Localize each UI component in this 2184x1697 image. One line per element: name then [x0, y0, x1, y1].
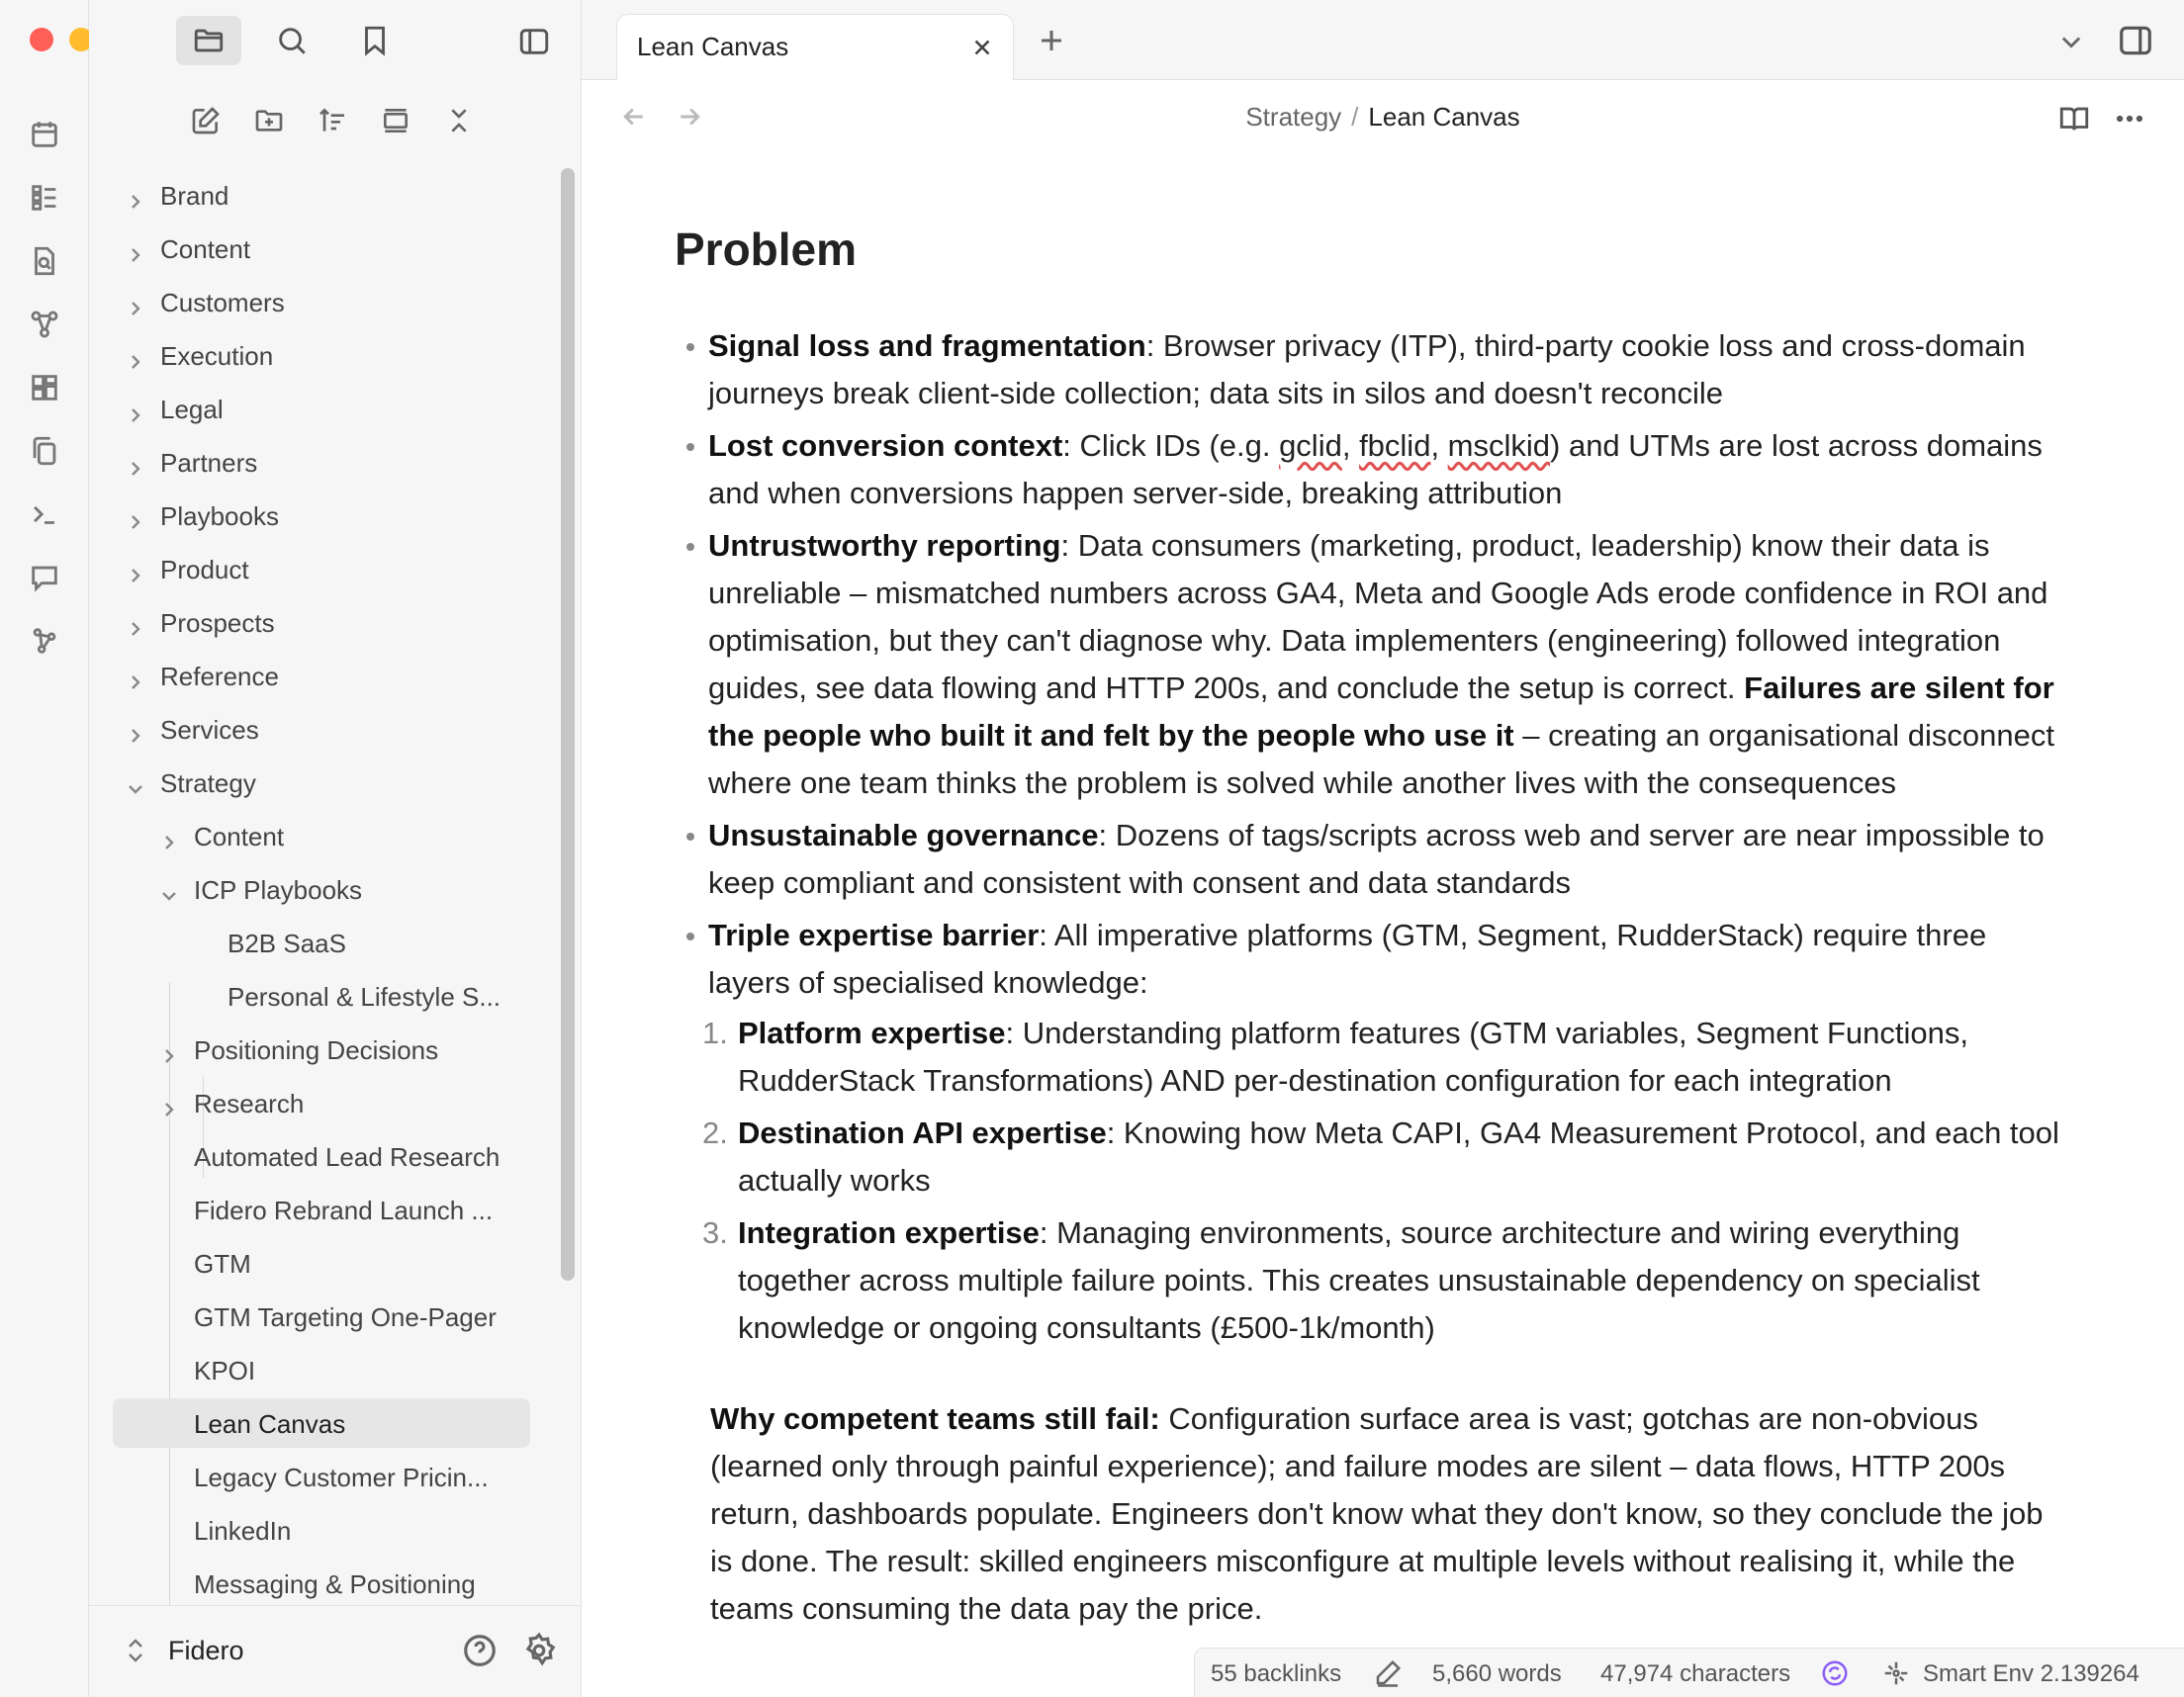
file-tree [89, 169, 574, 1611]
character-count: 47,974 characters [1600, 1660, 1791, 1687]
folder-brand[interactable]: Brand [89, 169, 574, 223]
new-note-icon [190, 105, 222, 136]
folder-legal[interactable]: Legal [89, 383, 574, 436]
new-note-button[interactable] [188, 103, 224, 138]
file-automated-lead-research[interactable]: Automated Lead Research [194, 1141, 500, 1172]
folder-content[interactable]: Content [89, 223, 574, 276]
more-horizontal-icon [2113, 102, 2146, 135]
view-header [582, 80, 2184, 157]
folder-execution[interactable]: Execution [89, 329, 574, 383]
sidebar-left-icon [517, 25, 551, 58]
file-personal-lifestyle[interactable]: Personal & Lifestyle S... [228, 981, 501, 1012]
tab-list-button[interactable] [2057, 28, 2085, 55]
tab-lean-canvas[interactable] [616, 14, 1014, 81]
heading-problem: Problem [675, 223, 858, 275]
sort-button[interactable] [315, 103, 350, 138]
chat-icon[interactable] [0, 546, 88, 609]
help-button[interactable] [461, 1632, 499, 1669]
chevron-updown-icon [125, 1636, 146, 1665]
file-legacy-customer-pricing[interactable]: Legacy Customer Pricin... [194, 1462, 489, 1492]
more-options-button[interactable] [2113, 102, 2146, 135]
toggle-right-sidebar-button[interactable] [2117, 22, 2156, 61]
chevron-down-icon [160, 887, 178, 905]
collapse-icon [443, 105, 475, 136]
chevron-right-icon [127, 300, 144, 317]
chevron-down-icon [127, 780, 144, 798]
numbered-item: 2. Destination API expertise: Knowing how Meta CAPI, GA4 Measurement Protocol, and each tool actually works [702, 1116, 2059, 1198]
collapse-all-button[interactable] [441, 103, 477, 138]
numbered-item: 1. Platform expertise: Understanding platform features (GTM variables, Segment Functions, RudderStack Transformations) AND per-destination configuration for each integration [702, 1016, 1968, 1098]
close-icon [969, 35, 995, 60]
sort-icon [317, 105, 348, 136]
list-item: Lost conversion context: Click IDs (e.g. gclid, fbclid, msclkid) and UTMs are lost across domains and when conversions happen server-side, breaking attribution [708, 422, 2059, 517]
vault-switcher [89, 1605, 581, 1697]
file-gtm-targeting[interactable]: GTM Targeting One-Pager [194, 1301, 497, 1332]
smart-env-status[interactable]: Smart Env 2.139264 [1923, 1660, 2139, 1687]
vault-menu-button[interactable] [125, 1636, 146, 1670]
bookmark-icon [358, 24, 392, 57]
folder-playbooks[interactable]: Playbooks [89, 490, 574, 543]
folder-strategy-content[interactable]: Content [89, 810, 574, 863]
files-tab-button[interactable] [176, 16, 241, 65]
folder-services[interactable]: Services [89, 703, 574, 757]
folder-icp-playbooks[interactable]: ICP Playbooks [89, 863, 574, 917]
search-file-icon[interactable] [0, 229, 88, 293]
search-icon [275, 24, 309, 57]
gear-icon [520, 1632, 558, 1669]
document [675, 158, 2059, 1633]
list-item: Untrustworthy reporting: Data consumers (marketing, product, leadership) know their data is unreliable – mismatched numbers across GA4, Meta and Google Ads erode confidence in ROI and optimisation, but they can't diagnose why. Data implementers (engineering) followed integration guides, see data flowing and HTTP 200s, and conclude the setup is correct. Failures are silent for the people who built it and felt by the people who use it – creating an organisational disconnect where one team thinks the problem is solved while another lives with the consequences [708, 522, 2059, 807]
backlinks-count[interactable]: 55 backlinks [1211, 1660, 1342, 1687]
reading-view-button[interactable] [2057, 102, 2091, 135]
chevron-right-icon [127, 567, 144, 584]
chevron-right-icon [127, 673, 144, 691]
sidebar-scrollbar[interactable] [561, 168, 575, 1281]
sync-icon[interactable] [1820, 1658, 1850, 1688]
expertise-numbered-list [702, 1010, 2059, 1352]
chevron-right-icon [127, 460, 144, 478]
chevron-right-icon [127, 727, 144, 745]
file-kpoi[interactable]: KPOI [194, 1355, 256, 1385]
explorer-actions [188, 103, 477, 138]
sidebar-view-switcher [176, 16, 408, 65]
folder-icon [192, 24, 226, 57]
smart-env-icon [1881, 1658, 1911, 1688]
breadcrumb [582, 102, 2184, 133]
new-folder-button[interactable] [251, 103, 287, 138]
editor-pane[interactable] [582, 158, 2144, 1697]
chevron-down-icon [2057, 28, 2085, 55]
folder-strategy[interactable]: Strategy [89, 757, 574, 810]
status-bar [1194, 1648, 2184, 1697]
chevron-right-icon [127, 620, 144, 638]
breadcrumb-current[interactable]: Lean Canvas [1368, 102, 1520, 132]
numbered-item: 3. Integration expertise: Managing environments, source architecture and wiring everything together across multiple failure points. This creates unsustainable dependency on specialist knowledge or ongoing consultants (£500-1k/month) [702, 1215, 1980, 1345]
problem-bullet-list [675, 322, 2059, 1352]
file-messaging-positioning[interactable]: Messaging & Positioning [194, 1568, 476, 1599]
sidebar-right-icon [2117, 22, 2154, 59]
why-paragraph: Why competent teams still fail: Configuration surface area is vast; gotchas are non-obvious (learned only through painful experience); and failure modes are silent – data flows, HTTP 200s return, dashboards populate. Engineers don't know what they don't know, so they conclude the job is done. The result: skilled engineers misconfigure at multiple levels without realising it, while the teams consuming the data pay the price. [710, 1401, 2044, 1626]
file-linkedin[interactable]: LinkedIn [194, 1515, 292, 1546]
list-item: Signal loss and fragmentation: Browser privacy (ITP), third-party cookie loss and cross-domain journeys break client-side collection; data sits in silos and doesn't reconcile [708, 322, 2059, 417]
search-tab-button[interactable] [259, 16, 324, 65]
file-gtm[interactable]: GTM [194, 1248, 251, 1279]
chevron-right-icon [127, 406, 144, 424]
settings-button[interactable] [520, 1632, 558, 1669]
connections-icon[interactable] [0, 609, 88, 672]
copy-icon[interactable] [0, 419, 88, 483]
folder-customers[interactable]: Customers [89, 276, 574, 329]
file-b2b-saas[interactable]: B2B SaaS [228, 928, 346, 958]
left-ribbon [0, 0, 89, 1697]
chevron-right-icon [127, 513, 144, 531]
new-folder-icon [253, 105, 285, 136]
file-lean-canvas[interactable]: Lean Canvas [89, 1397, 574, 1451]
close-tab-button[interactable] [969, 35, 995, 60]
book-open-icon [2057, 102, 2091, 135]
list-item: Unsustainable governance: Dozens of tags/scripts across web and server are near impossible to keep compliant and consistent with consent and data standards [708, 812, 2059, 907]
chevron-right-icon [160, 1047, 178, 1065]
canvas-icon[interactable] [0, 356, 88, 419]
chevron-right-icon [127, 193, 144, 211]
calendar-icon[interactable] [0, 103, 88, 166]
word-count: 5,660 words [1432, 1660, 1562, 1687]
chevron-right-icon [127, 353, 144, 371]
pencil-icon[interactable] [1373, 1658, 1403, 1688]
folder-partners[interactable]: Partners [89, 436, 574, 490]
folder-reference[interactable]: Reference [89, 650, 574, 703]
folder-positioning-decisions[interactable]: Positioning Decisions [89, 1024, 574, 1077]
chevron-right-icon [160, 834, 178, 851]
auto-reveal-button[interactable] [378, 103, 413, 138]
graph-view-icon[interactable] [0, 293, 88, 356]
new-tab-button[interactable] [1037, 26, 1066, 55]
terminal-icon[interactable] [0, 483, 88, 546]
tab-bar [582, 0, 2184, 80]
chevron-right-icon [160, 1101, 178, 1118]
list-item: Triple expertise barrier: All imperative platforms (GTM, Segment, RudderStack) require three layers of specialised knowledge: 1. Platform expertise: Understanding platform features (GTM variables, Segment Functions, RudderStack Transformations) AND per-destination configuration for each integration 2. Destination API expertise: Knowing how Meta CAPI, GA4 Measurement Protocol, and each tool actually works 3. Integration expertise: Managing environments, source architecture and wiring everything together across multiple failure points. This creates unsustainable dependency on specialist knowledge or ongoing consultants (£500-1k/month) [708, 912, 2059, 1352]
tab-label: Lean Canvas [637, 32, 789, 61]
help-icon [461, 1632, 499, 1669]
chevron-right-icon [127, 246, 144, 264]
breadcrumb-parent[interactable]: Strategy [1245, 102, 1342, 132]
breadcrumb-separator: / [1351, 102, 1359, 132]
folder-product[interactable]: Product [89, 543, 574, 596]
reveal-icon [380, 105, 411, 136]
folder-research[interactable]: Research [89, 1077, 574, 1130]
toggle-left-sidebar-button[interactable] [514, 22, 554, 61]
plus-icon [1037, 26, 1066, 55]
bookmarks-tab-button[interactable] [342, 16, 408, 65]
outline-icon[interactable] [0, 166, 88, 229]
file-explorer-sidebar [89, 0, 582, 1697]
folder-prospects[interactable]: Prospects [89, 596, 574, 650]
file-fidero-rebrand[interactable]: Fidero Rebrand Launch ... [194, 1195, 494, 1225]
vault-name[interactable]: Fidero [168, 1636, 244, 1665]
close-window-button[interactable] [30, 28, 53, 51]
